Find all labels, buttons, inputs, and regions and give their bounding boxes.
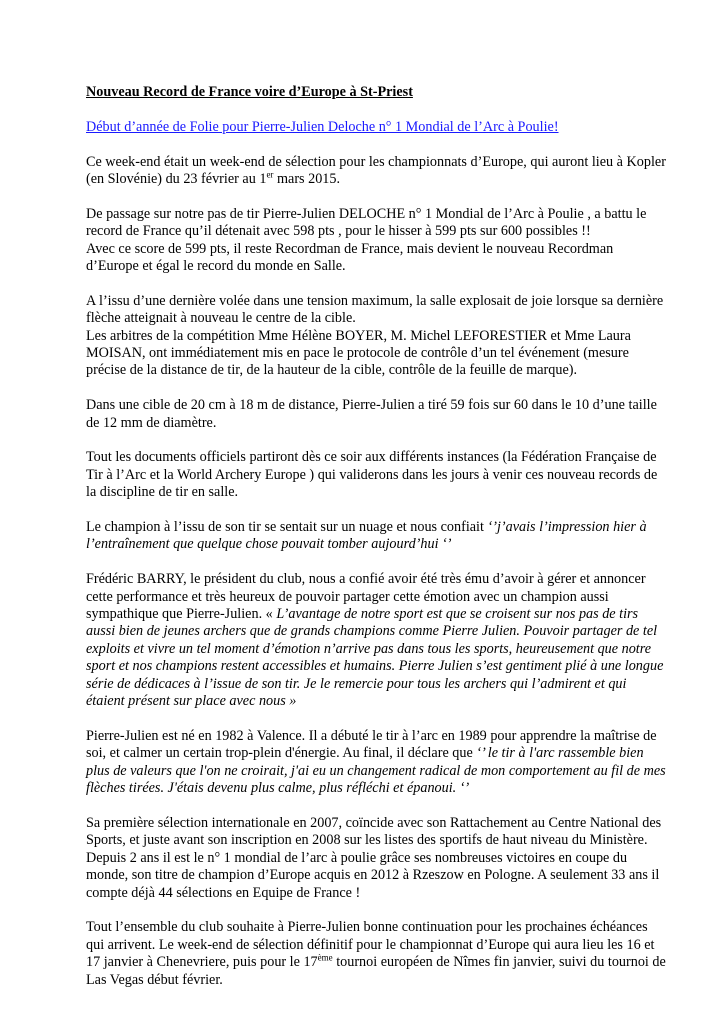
paragraph-biography <box>86 728 666 798</box>
paragraph-documents: Tout les documents officiels partiront dès ce soir aux différents instances (la Fédération Française de Tir à l’Arc et la World Archery Europe ) qui validerons dans les jours à venir ces nouveau records de la discipline de tir en salle. <box>86 449 658 501</box>
champion-quote: ‘’j’avais l’impression hier à l’entraînement que quelque chose pouvait tomber aujourd’hui ‘’ <box>86 519 647 553</box>
paragraph-record: De passage sur notre pas de tir Pierre-Julien DELOCHE n° 1 Mondial de l’Arc à Poulie , a battu le record de France qu’il détenait avec 598 pts , pour le hisser à 599 pts sur 600 possibles !! <box>86 205 647 240</box>
paragraph-champion <box>86 519 666 554</box>
paragraph-text: Tout l’ensemble du club souhaite à Pierre-Julien bonne continuation pour les prochaines échéances qui arrivent. Le week-end de sélection définitif pour le championnat d’Europe qui aura lieu les 16 et 17 janvier à Chenevriere, puis pour le 17 <box>86 919 655 971</box>
paragraph-text: tournoi européen de Nîmes fin janvier, suivi du tournoi de Las Vegas début février. <box>86 954 666 988</box>
paragraph-arbitres: Les arbitres de la compétition Mme Hélène BOYER, M. Michel LEFORESTIER et Mme Laura MOISAN, ont immédiatement mis en pace le protocole de contrôle d’un tel événement (mesure précise de la distance de tir, de la hauteur de la cible, contrôle de la feuille de marque). <box>86 327 631 379</box>
paragraph-selection <box>86 154 666 189</box>
paragraph-text: Le champion à l’issu de son tir se sentait sur un nuage et nous confiait <box>86 519 488 536</box>
paragraph-president <box>86 571 666 710</box>
paragraph-score: Avec ce score de 599 pts, il reste Recordman de France, mais devient le nouveau Recordman d’Europe et égal le record du monde en Salle. <box>86 240 614 275</box>
superscript: ème <box>317 952 333 963</box>
paragraph-text: mars 2015. <box>273 171 341 187</box>
article-title: Nouveau Record de France voire d’Europe à St-Priest <box>86 84 413 100</box>
paragraph-career: Sa première sélection internationale en 2007, coïncide avec son Rattachement au Centre National des Sports, et juste avant son inscription en 2008 sur les listes des sportifs de haut niveau du Ministère. Depuis 2 ans il est le n° 1 mondial de l’arc à poulie grâce ses nombreuses victoires en coupe du monde, son titre de champion d’Europe acquis en 2012 à Rzeszow en Pologne. A seulement 33 ans il compte déjà 44 sélections en Equipe de France ! <box>86 814 662 901</box>
article-subtitle-link[interactable]: Début d’année de Folie pour Pierre-Julien Deloche n° 1 Mondial de l’Arc à Poulie! <box>86 118 559 135</box>
paragraph-text: Frédéric BARRY, le président du club, nous a confié avoir été très ému d’avoir à gérer et annoncer cette performance et très heureux de pouvoir partager cette émotion avec un champion aussi sympathique que Pierre-Julien. « <box>86 571 646 623</box>
president-quote: L’avantage de notre sport est que se croisent sur nos pas de tirs aussi bien de jeunes archers que de grands champions comme Pierre Julien. Pouvoir partager de tel exploits et vivre un tel moment d’émotion n’arrive pas dans tous les sports, heureusement que notre sport et nos champions restent accessibles et humains. Pierre Julien s’est gentiment plié à une longue série de dédicaces à l’issue de son tir. Je le remercie pour tous les archers qui l’admirent et qui étaient présent sur place avec nous » <box>86 606 664 710</box>
paragraph-closing <box>86 919 666 989</box>
paragraph-text: Pierre-Julien est né en 1982 à Valence. Il a débuté le tir à l’arc en 1989 pour apprendre la maîtrise de soi, et calmer un certain trop-plein d'énergie. Au final, il déclare que <box>86 727 657 762</box>
article <box>86 84 666 989</box>
paragraph-tension: A l’issu d’une dernière volée dans une tension maximum, la salle explosait de joie lorsque sa dernière flèche atteignait à nouveau le centre de la cible. <box>86 292 664 327</box>
superscript: er <box>266 169 274 180</box>
paragraph-text: Ce week-end était un week-end de sélection pour les championnats d’Europe, qui auront lieu à Kopler (en Slovénie) du 23 février au 1 <box>86 153 666 187</box>
paragraph-cible: Dans une cible de 20 cm à 18 m de distance, Pierre-Julien a tiré 59 fois sur 60 dans le 10 d’une taille de 12 mm de diamètre. <box>86 397 657 431</box>
biography-quote: ‘’ le tir à l'arc rassemble bien plus de valeurs que l'on ne croirait, j'ai eu un changement radical de mon comportement au fil de mes flèches tirées. J'étais devenu plus calme, plus réfléchi et épanoui. ‘’ <box>86 745 666 797</box>
